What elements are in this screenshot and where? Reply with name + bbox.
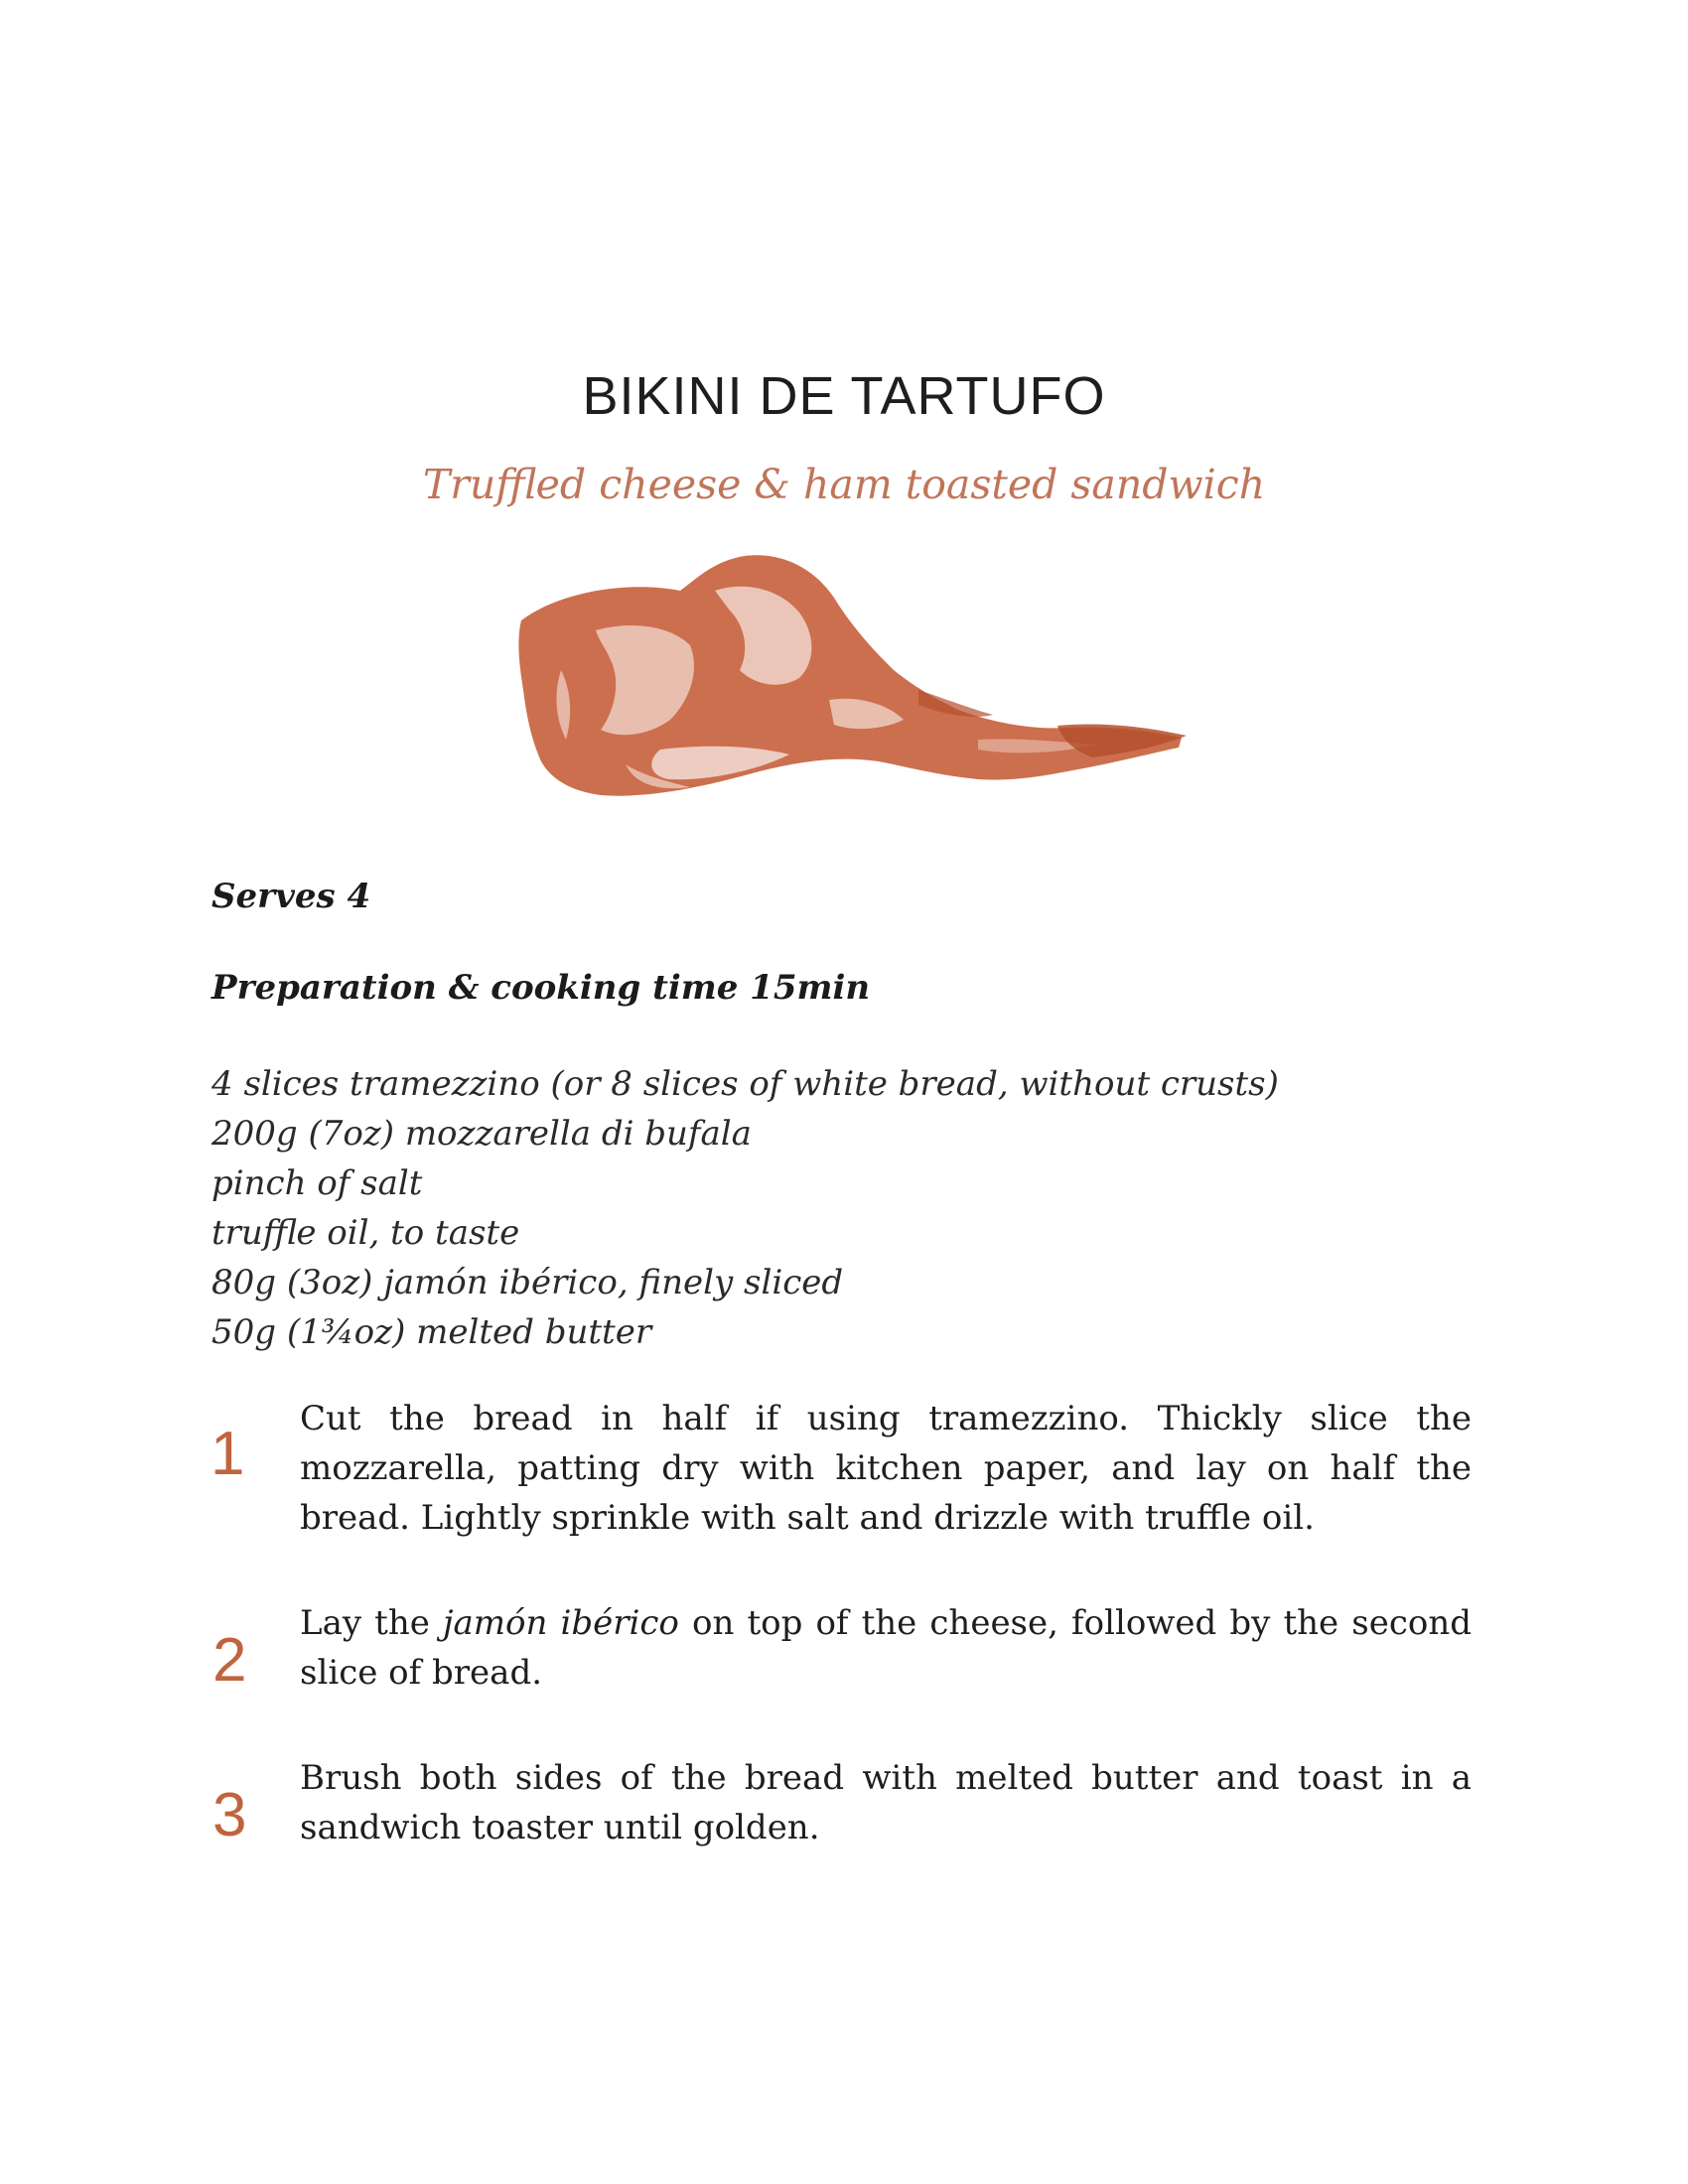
prep-time-label: Preparation & cooking time 15min bbox=[211, 968, 871, 1008]
step-text: Brush both sides of the bread with melted butter and toast in a sandwich toaster until golden. bbox=[300, 1758, 1472, 1847]
jamon-leg-icon bbox=[501, 551, 1196, 824]
ingredient-item: 50g (1¾oz) melted butter bbox=[211, 1312, 652, 1352]
step-text: Cut the bread in half if using tramezzino. Thickly slice the mozzarella, patting dry with kitchen paper, and lay on half the bread. Lightly sprinkle with salt and drizzle with truffle oil. bbox=[300, 1399, 1472, 1538]
ingredient-item: 4 slices tramezzino (or 8 slices of white bread, without crusts) bbox=[211, 1064, 1279, 1104]
step-text-emphasis: jamón ibérico bbox=[442, 1603, 679, 1643]
serves-label: Serves 4 bbox=[211, 877, 371, 916]
ingredient-item: 200g (7oz) mozzarella di bufala bbox=[211, 1114, 752, 1154]
ingredient-item: pinch of salt bbox=[211, 1163, 423, 1203]
step-text bbox=[300, 1598, 1472, 1698]
ingredients-list bbox=[211, 1059, 1279, 1357]
step-number: 2 bbox=[212, 1626, 247, 1695]
ingredient-item: 80g (3oz) jamón ibérico, finely sliced bbox=[211, 1263, 844, 1302]
step-text-part: on top of the cheese, followed by the second slice of bread. bbox=[300, 1603, 1472, 1693]
step-text-part: Lay the bbox=[300, 1603, 443, 1643]
step-number: 1 bbox=[211, 1420, 245, 1488]
page-subtitle: Truffled cheese & ham toasted sandwich bbox=[422, 461, 1266, 508]
step-number: 3 bbox=[212, 1781, 247, 1849]
ingredient-item: truffle oil, to taste bbox=[211, 1213, 520, 1253]
page-title: BIKINI DE TARTUFO bbox=[582, 366, 1106, 426]
